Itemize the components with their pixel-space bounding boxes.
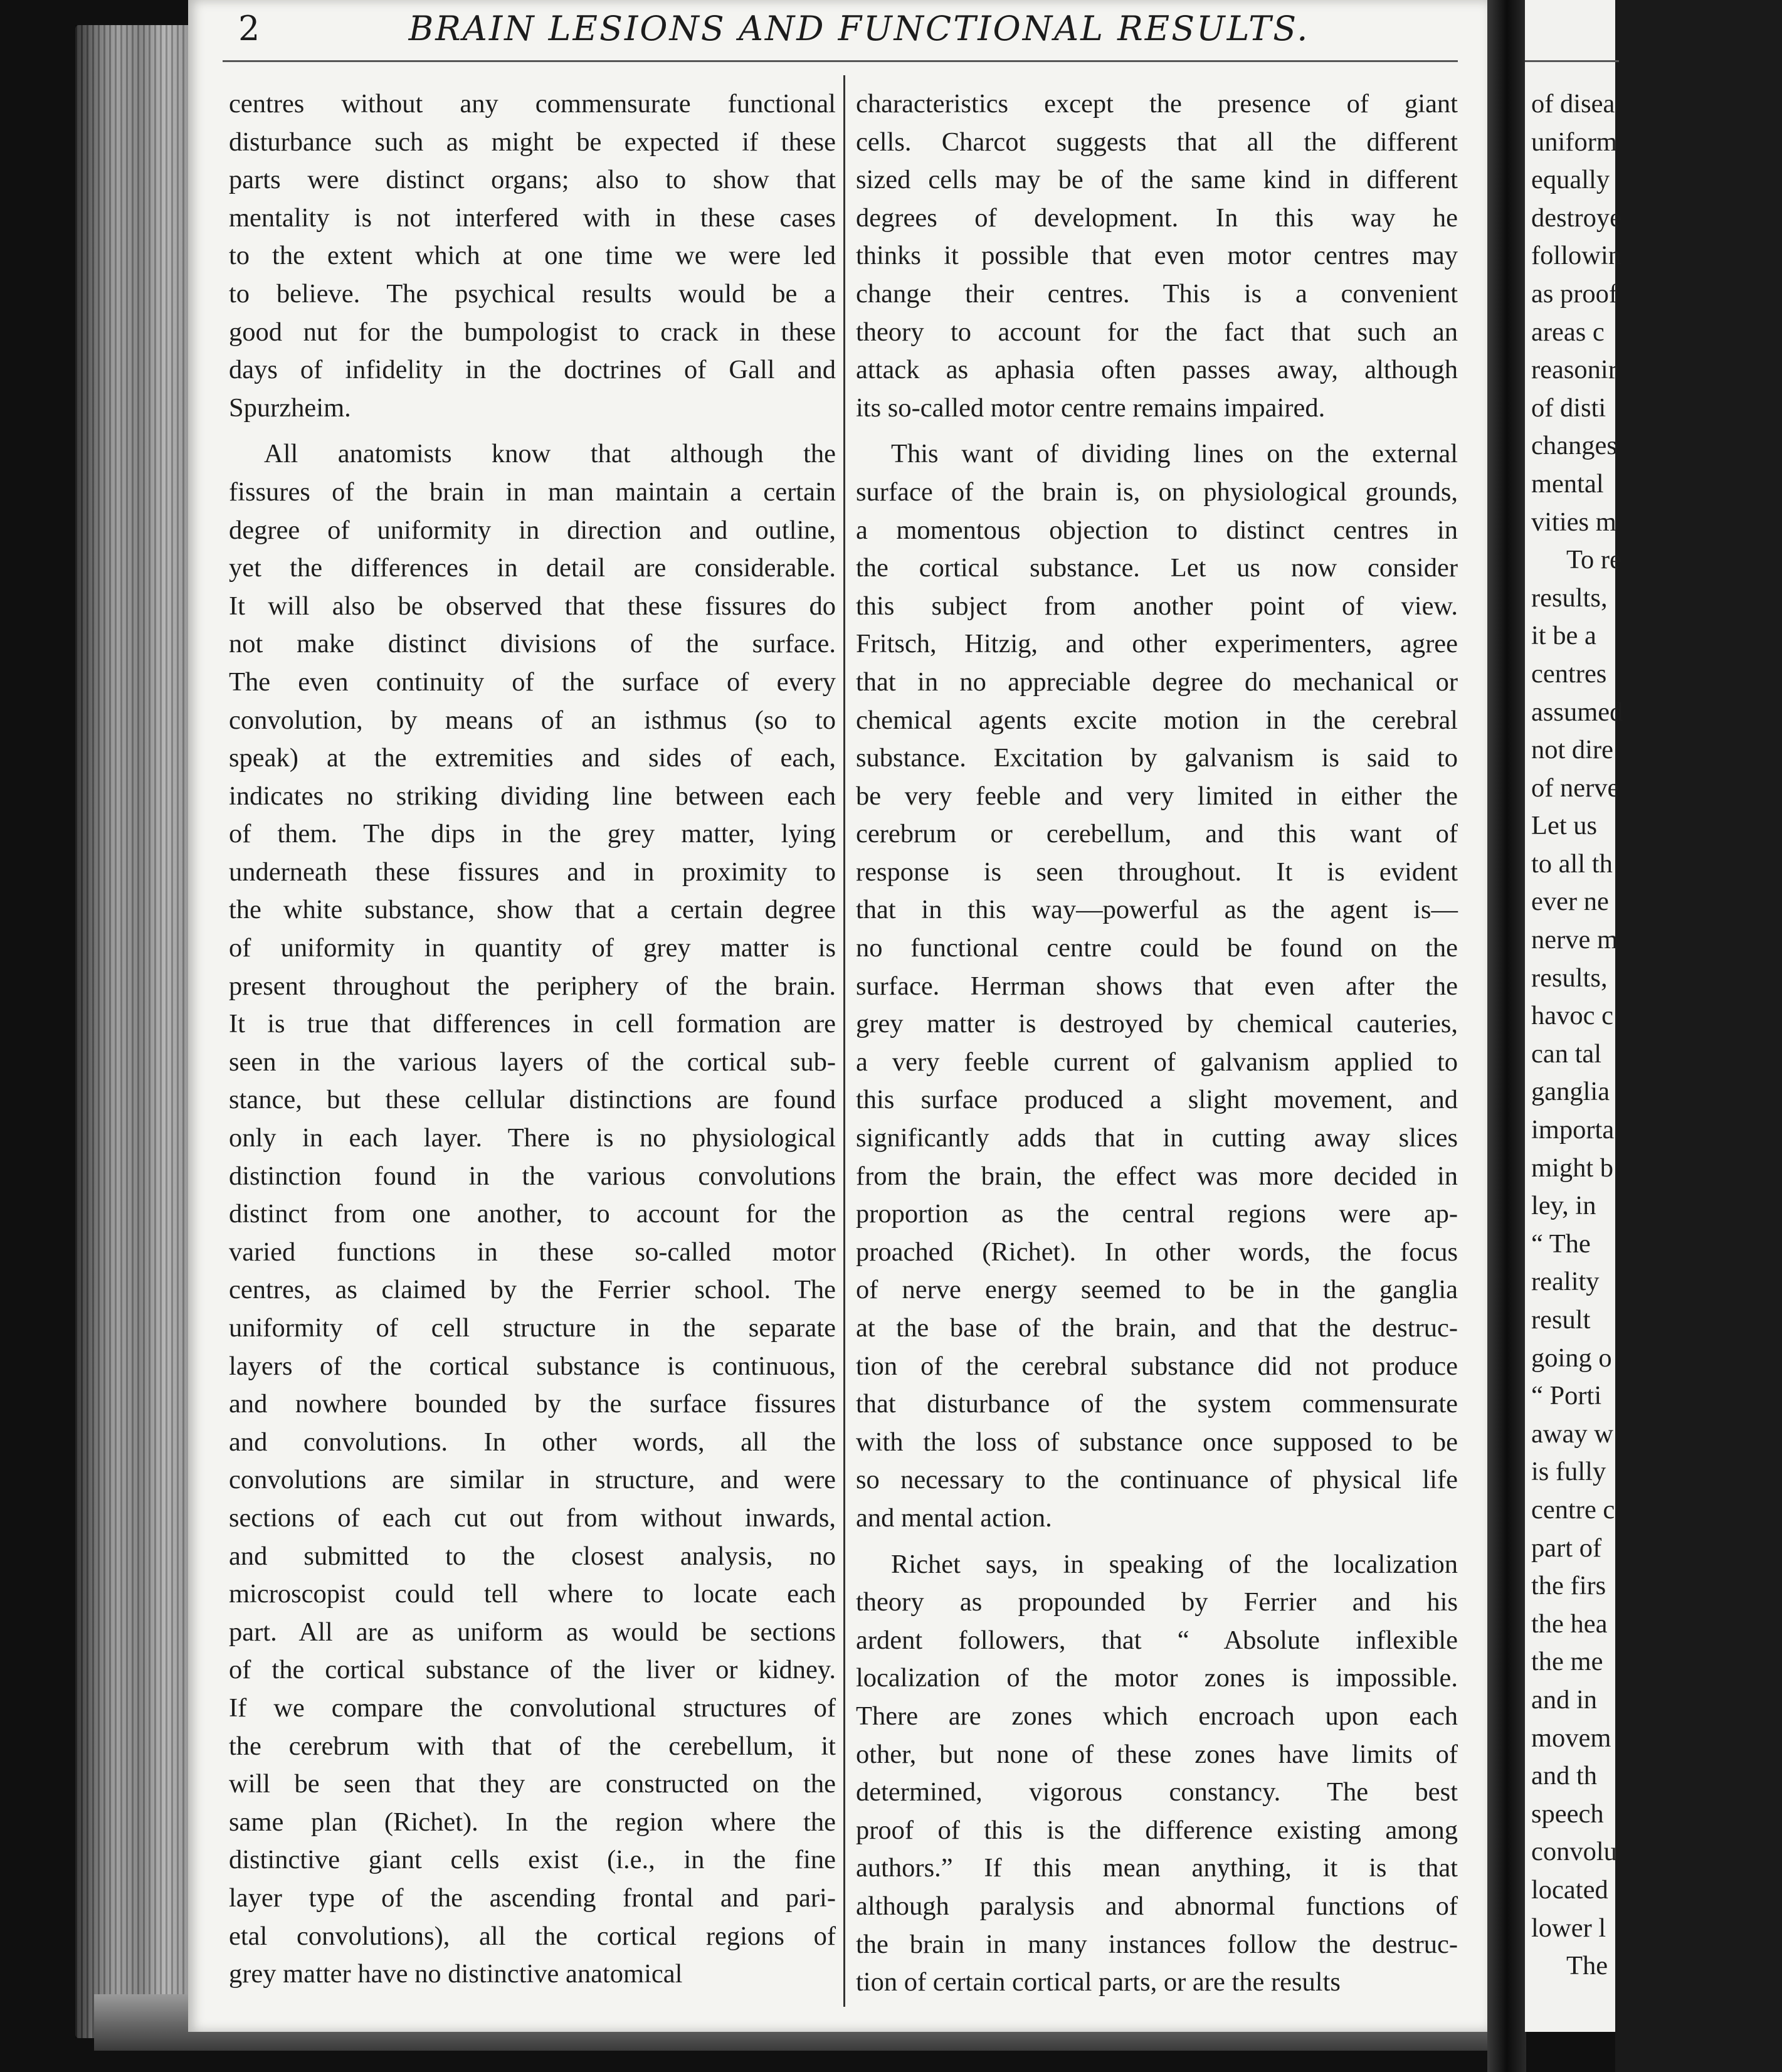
text-line: disturbance such as might be expected if these — [229, 127, 836, 157]
facing-line-fragment: To re — [1566, 545, 1621, 575]
page-header — [226, 9, 1455, 53]
text-line: speak) at the extremities and sides of each, — [229, 743, 836, 773]
facing-line-fragment: lower l — [1531, 1913, 1606, 1943]
text-line: not make distinct divisions of the surface. — [229, 629, 836, 659]
facing-line-fragment: destroye — [1531, 203, 1621, 233]
text-line: localization of the motor zones is impossible. — [856, 1663, 1458, 1693]
paragraph — [229, 435, 836, 1993]
text-line: grey matter have no distinctive anatomical — [229, 1959, 683, 1989]
facing-line-fragment: The — [1566, 1951, 1608, 1981]
text-line: fissures of the brain in man maintain a certain — [229, 477, 836, 507]
text-line: distinctive giant cells exist (i.e., in the fine — [229, 1845, 836, 1875]
text-line: a very feeble current of galvanism applied to — [856, 1047, 1458, 1077]
text-line: authors.” If this mean anything, it is that — [856, 1853, 1458, 1883]
paragraph — [856, 435, 1458, 1537]
page-number: 2 — [238, 9, 260, 48]
facing-line-fragment: nerve m — [1531, 925, 1618, 955]
facing-line-fragment: located — [1531, 1874, 1608, 1905]
text-line: the cortical substance. Let us now consider — [856, 553, 1458, 583]
book-binding-gutter — [1487, 0, 1526, 2072]
text-line: uniformity of cell structure in the separate — [229, 1313, 836, 1343]
facing-line-fragment: ganglia — [1531, 1077, 1610, 1107]
text-line: although paralysis and abnormal functions of — [856, 1891, 1458, 1921]
left-text-column — [229, 85, 836, 1994]
facing-line-fragment: centres — [1531, 658, 1607, 689]
paragraph — [856, 1546, 1458, 2002]
facing-line-fragment: it be a — [1531, 621, 1596, 651]
text-line: yet the differences in detail are considerable. — [229, 553, 836, 583]
facing-line-fragment: convolu — [1531, 1837, 1617, 1867]
text-line: days of infidelity in the doctrines of Gall and — [229, 355, 836, 385]
paragraph — [229, 85, 836, 427]
text-line: good nut for the bumpologist to crack in these — [229, 317, 836, 347]
text-line: seen in the various layers of the cortical sub- — [229, 1047, 836, 1077]
text-line: cells. Charcot suggests that all the different — [856, 127, 1458, 157]
facing-line-fragment: “ Porti — [1531, 1381, 1602, 1411]
text-line: proached (Richet). In other words, the focus — [856, 1237, 1458, 1267]
facing-line-fragment: the firs — [1531, 1571, 1606, 1601]
text-line: chemical agents excite motion in the cerebral — [856, 705, 1458, 735]
text-line: the cerebrum with that of the cerebellum, it — [229, 1731, 836, 1761]
text-line: It will also be observed that these fissures do — [229, 591, 836, 621]
text-line: The even continuity of the surface of every — [229, 667, 836, 697]
text-line: layer type of the ascending frontal and pari- — [229, 1883, 836, 1913]
text-line: the white substance, show that a certain degree — [229, 895, 836, 925]
facing-page-fragment — [1525, 0, 1623, 2032]
paragraph — [856, 85, 1458, 427]
facing-line-fragment: result — [1531, 1305, 1591, 1335]
text-line: Spurzheim. — [229, 393, 351, 423]
text-line: same plan (Richet). In the region where the — [229, 1807, 836, 1837]
facing-line-fragment: reality — [1531, 1267, 1600, 1297]
facing-page-rule — [1525, 60, 1619, 62]
text-line: theory to account for the fact that such an — [856, 317, 1458, 347]
text-line: proof of this is the difference existing among — [856, 1815, 1458, 1845]
facing-line-fragment: uniform — [1531, 127, 1617, 157]
text-line: at the base of the brain, and that the destruc- — [856, 1313, 1458, 1343]
running-title: BRAIN LESIONS AND FUNCTIONAL RESULTS. — [408, 9, 1310, 48]
text-line: to believe. The psychical results would be a — [229, 278, 836, 309]
text-line: and convolutions. In other words, all the — [229, 1427, 836, 1457]
text-line: only in each layer. There is no physiological — [229, 1123, 836, 1153]
text-line: that in no appreciable degree do mechanical or — [856, 667, 1458, 697]
text-line: degree of uniformity in direction and outline, — [229, 515, 836, 545]
facing-line-fragment: “ The — [1531, 1229, 1591, 1259]
text-line: etal convolutions), all the cortical regions of — [229, 1921, 836, 1951]
facing-line-fragment: ley, in — [1531, 1191, 1596, 1221]
text-line: centres without any commensurate functional — [229, 89, 836, 119]
text-line: other, but none of these zones have limits of — [856, 1739, 1458, 1769]
text-line: of them. The dips in the grey matter, lying — [229, 819, 836, 849]
text-line: distinct from one another, to account for the — [229, 1199, 836, 1229]
text-line: change their centres. This is a convenient — [856, 278, 1458, 309]
text-line: of uniformity in quantity of grey matter is — [229, 933, 836, 963]
text-line: indicates no striking dividing line between each — [229, 781, 836, 811]
text-line: centres, as claimed by the Ferrier school. The — [229, 1275, 836, 1305]
text-line: so necessary to the continuance of physical life — [856, 1465, 1458, 1495]
text-line: tion of certain cortical parts, or are the results — [856, 1967, 1341, 1997]
header-rule — [223, 60, 1458, 62]
text-line: sections of each cut out from without inwards, — [229, 1503, 836, 1533]
facing-line-fragment: results, — [1531, 583, 1608, 613]
text-line: underneath these fissures and in proximity to — [229, 857, 836, 887]
text-line: convolutions are similar in structure, and were — [229, 1465, 836, 1495]
facing-line-fragment: changes — [1531, 431, 1617, 461]
text-line: attack as aphasia often passes away, although — [856, 355, 1458, 385]
text-line: degrees of development. In this way he — [856, 203, 1458, 233]
facing-line-fragment: not dire — [1531, 735, 1614, 765]
text-line: distinction found in the various convolutions — [229, 1161, 836, 1191]
facing-line-fragment: results, — [1531, 963, 1608, 993]
facing-line-fragment: as proof — [1531, 278, 1618, 309]
facing-line-fragment: and th — [1531, 1761, 1598, 1791]
facing-line-fragment: the me — [1531, 1647, 1603, 1677]
text-line: proportion as the central regions were ap- — [856, 1199, 1458, 1229]
facing-line-fragment: going o — [1531, 1343, 1612, 1373]
text-line: no functional centre could be found on the — [856, 933, 1458, 963]
facing-line-fragment: can tal — [1531, 1039, 1602, 1069]
text-line: If we compare the convolutional structures of — [229, 1693, 836, 1723]
text-line: of the cortical substance of the liver or kidney. — [229, 1655, 836, 1685]
facing-line-fragment: part of — [1531, 1533, 1602, 1563]
text-line: this subject from another point of view. — [856, 591, 1458, 621]
facing-line-fragment: centre c — [1531, 1494, 1615, 1525]
text-line: tion of the cerebral substance did not produce — [856, 1351, 1458, 1381]
text-line: will be seen that they are constructed on the — [229, 1769, 836, 1799]
facing-line-fragment: ever ne — [1531, 887, 1609, 917]
facing-line-fragment: to all th — [1531, 848, 1613, 879]
text-line: determined, vigorous constancy. The best — [856, 1777, 1458, 1807]
facing-line-fragment: areas c — [1531, 317, 1605, 347]
text-line: varied functions in these so-called motor — [229, 1237, 836, 1267]
right-text-column — [856, 85, 1458, 2002]
facing-page-text — [1531, 85, 1782, 1985]
facing-line-fragment: speech — [1531, 1799, 1604, 1829]
facing-line-fragment: importa — [1531, 1115, 1615, 1145]
facing-line-fragment: Let us — [1531, 811, 1598, 841]
text-line: mentality is not interfered with in these cases — [229, 203, 836, 233]
text-line: It is true that differences in cell formation are — [229, 1009, 836, 1039]
text-line: that disturbance of the system commensurate — [856, 1389, 1458, 1419]
text-line: theory as propounded by Ferrier and his — [856, 1587, 1458, 1617]
text-line: Richet says, in speaking of the localization — [891, 1549, 1458, 1579]
facing-line-fragment: away w — [1531, 1419, 1613, 1449]
facing-line-fragment: havoc c — [1531, 1001, 1613, 1031]
facing-line-fragment: of nerve — [1531, 773, 1620, 803]
text-line: present throughout the periphery of the brain. — [229, 971, 836, 1001]
text-line: Fritsch, Hitzig, and other experimenters, agree — [856, 629, 1458, 659]
text-line: response is seen throughout. It is evident — [856, 857, 1458, 887]
facing-line-fragment: might b — [1531, 1153, 1614, 1183]
facing-line-fragment: of disea — [1531, 89, 1615, 119]
text-line: There are zones which encroach upon each — [856, 1701, 1458, 1731]
text-line: its so-called motor centre remains impaired. — [856, 393, 1326, 423]
text-line: from the brain, the effect was more decided in — [856, 1161, 1458, 1191]
text-line: thinks it possible that even motor centres may — [856, 241, 1458, 271]
page-stack-edge — [75, 25, 194, 2038]
column-divider — [843, 75, 845, 2007]
text-line: sized cells may be of the same kind in different — [856, 165, 1458, 195]
facing-line-fragment: and in — [1531, 1684, 1598, 1715]
text-line: that in this way—powerful as the agent is— — [856, 895, 1458, 925]
facing-line-fragment: the hea — [1531, 1609, 1608, 1639]
text-line: cerebrum or cerebellum, and this want of — [856, 819, 1458, 849]
facing-line-fragment: reasonir — [1531, 355, 1617, 385]
text-line: characteristics except the presence of giant — [856, 89, 1458, 119]
text-line: the brain in many instances follow the destruc- — [856, 1929, 1458, 1959]
text-line: with the loss of substance once supposed to be — [856, 1427, 1458, 1457]
facing-line-fragment: vities m — [1531, 507, 1616, 537]
facing-line-fragment: followin — [1531, 241, 1622, 271]
text-line: convolution, by means of an isthmus (so to — [229, 705, 836, 735]
facing-line-fragment: mental — [1531, 468, 1604, 499]
text-line: part. All are as uniform as would be sections — [229, 1617, 836, 1647]
facing-line-fragment: movem — [1531, 1723, 1611, 1753]
text-line: surface of the brain is, on physiological grounds, — [856, 477, 1458, 507]
facing-line-fragment: assumed — [1531, 697, 1623, 727]
text-line: layers of the cortical substance is continuous, — [229, 1351, 836, 1381]
text-line: microscopist could tell where to locate each — [229, 1579, 836, 1609]
text-line: of nerve energy seemed to be in the ganglia — [856, 1275, 1458, 1305]
text-line: parts were distinct organs; also to show that — [229, 165, 836, 195]
text-line: surface. Herrman shows that even after the — [856, 971, 1458, 1001]
text-line: and nowhere bounded by the surface fissures — [229, 1389, 836, 1419]
text-line: be very feeble and very limited in either the — [856, 781, 1458, 811]
text-line: stance, but these cellular distinctions are found — [229, 1085, 836, 1115]
text-line: This want of dividing lines on the external — [891, 439, 1458, 469]
facing-line-fragment: equally — [1531, 165, 1610, 195]
text-line: a momentous objection to distinct centres in — [856, 515, 1458, 545]
text-line: and submitted to the closest analysis, no — [229, 1541, 836, 1571]
text-line: to the extent which at one time we were led — [229, 241, 836, 271]
text-line: substance. Excitation by galvanism is said to — [856, 743, 1458, 773]
text-line: this surface produced a slight movement, and — [856, 1085, 1458, 1115]
text-line: significantly adds that in cutting away slices — [856, 1123, 1458, 1153]
text-line: ardent followers, that “ Absolute inflexible — [856, 1625, 1458, 1655]
text-line: grey matter is destroyed by chemical cauteries, — [856, 1009, 1458, 1039]
facing-line-fragment: of disti — [1531, 393, 1606, 423]
text-line: and mental action. — [856, 1503, 1052, 1533]
facing-line-fragment: is fully — [1531, 1457, 1606, 1487]
text-line: All anatomists know that although the — [264, 439, 836, 469]
